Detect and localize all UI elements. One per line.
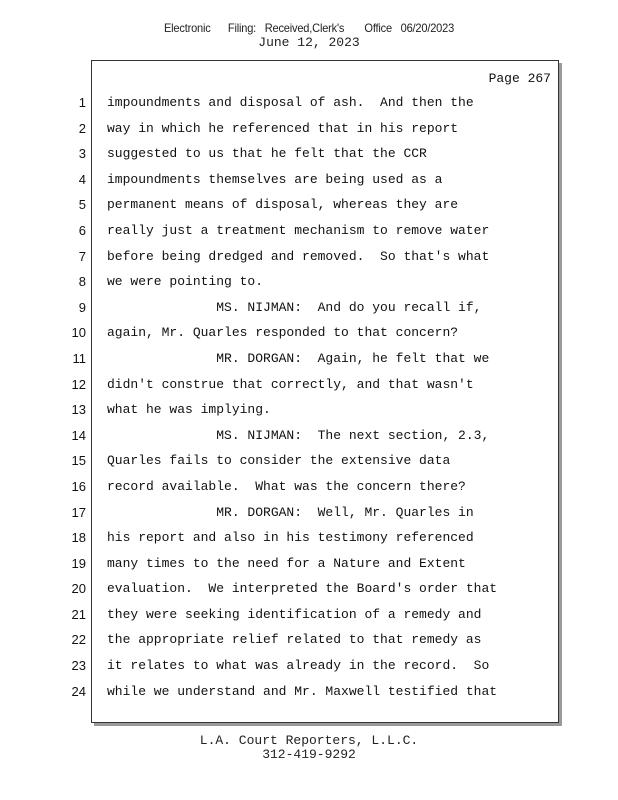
line-number: 23 [71,658,86,674]
line-number: 12 [71,376,86,392]
transcript-line: many times to the need for a Nature and Extent [107,555,466,571]
reporter-company: L.A. Court Reporters, L.L.C. [199,733,419,748]
transcript-line: permanent means of disposal, whereas they are [107,197,459,213]
transcript-line: didn't construe that correctly, and that wasn't [107,376,474,392]
transcript-line: MS. NIJMAN: The next section, 2.3, [107,427,490,443]
line-number: 5 [78,197,86,213]
transcript-line: really just a treatment mechanism to remove water [107,222,490,238]
transcript-line: it relates to what was already in the record. So [107,658,490,674]
line-number: 2 [78,120,86,136]
transcript-line: they were seeking identification of a remedy and [107,606,482,622]
transcript-line: we were pointing to. [107,274,264,290]
filing-stamp: Electronic Filing: Received,Clerk's Office 06/20/2023 [163,21,455,35]
transcript-line: MR. DORGAN: Again, he felt that we [107,350,490,366]
line-number: 15 [71,453,86,469]
transcript-line: record available. What was the concern there? [107,478,466,494]
line-number: 24 [71,683,86,699]
transcript-line: impoundments themselves are being used as a [107,171,443,187]
transcript-line: way in which he referenced that in his report [107,120,459,136]
line-number: 1 [78,95,86,110]
transcript-line: his report and also in his testimony referenced [107,530,474,546]
line-number: 14 [71,427,86,443]
line-number: 6 [78,222,86,238]
transcript-line: MR. DORGAN: Well, Mr. Quarles in [107,504,474,520]
line-number: 3 [78,146,86,162]
line-number: 4 [78,171,86,187]
transcript-line: Quarles fails to consider the extensive data [107,453,451,469]
transcript-line: the appropriate relief related to that remedy as [107,632,482,648]
transcript-line: what he was implying. [107,402,271,418]
line-number: 10 [71,325,86,341]
transcript-line: suggested to us that he felt that the CCR [107,146,427,162]
page-number: Page 267 [488,71,551,86]
line-number: 21 [71,606,86,622]
line-number: 22 [71,632,86,648]
transcript-line: evaluation. We interpreted the Board's order that [107,581,498,597]
line-number: 20 [71,581,86,597]
transcript-date: June 12, 2023 [258,35,360,50]
transcript-line: impoundments and disposal of ash. And then the [107,95,474,110]
line-number: 9 [78,299,86,315]
transcript-line: while we understand and Mr. Maxwell testified that [107,683,498,699]
line-number-column [60,94,86,708]
line-number: 18 [71,530,86,546]
line-number: 8 [78,274,86,290]
line-number: 16 [71,478,86,494]
line-number: 17 [71,504,86,520]
reporter-phone: 312-419-9292 [262,747,356,762]
transcript-line: again, Mr. Quarles responded to that concern? [107,325,459,341]
line-number: 11 [72,350,86,366]
transcript-line: before being dredged and removed. So that's what [107,248,490,264]
line-number: 19 [71,555,86,571]
line-number: 13 [71,402,86,418]
line-number: 7 [78,248,86,264]
transcript-text [107,94,547,708]
transcript-line: MS. NIJMAN: And do you recall if, [107,299,482,315]
